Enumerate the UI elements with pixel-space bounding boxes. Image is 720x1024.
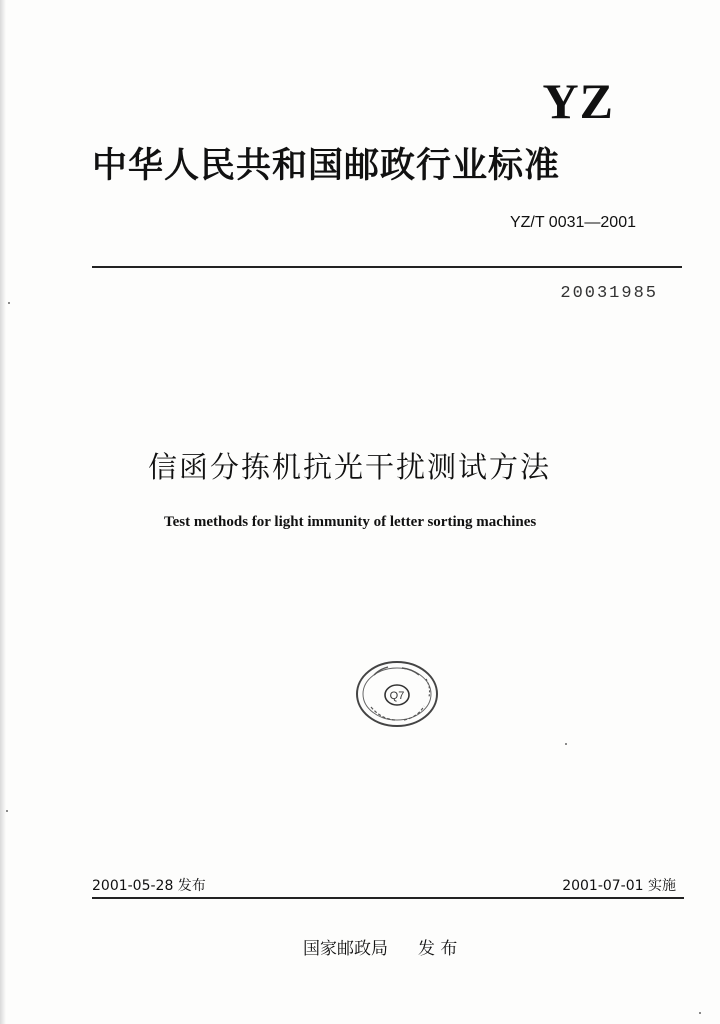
standard-title: 中华人民共和国邮政行业标准 xyxy=(92,146,561,186)
implementation-date: 2001-07-01 实施 xyxy=(562,878,676,894)
footer-divider xyxy=(92,897,684,899)
brand-code: YZ xyxy=(542,73,614,129)
header-divider xyxy=(92,266,682,268)
document-title-zh: 信函分拣机抗光干扰测试方法 xyxy=(148,450,552,484)
standard-number: YZ/T 0031—2001 xyxy=(509,214,636,231)
publisher-line xyxy=(303,934,457,959)
stamp-number: 20031985 xyxy=(560,284,658,303)
publisher-name: 国家邮政局 xyxy=(303,939,388,959)
svg-text:Q7: Q7 xyxy=(389,690,405,702)
scan-speck xyxy=(8,302,10,304)
scan-edge xyxy=(0,0,6,1024)
document-title-en: Test methods for light immunity of letter sorting machines xyxy=(164,514,537,530)
publish-action: 发 布 xyxy=(418,939,458,959)
scan-speck xyxy=(6,810,8,812)
scan-speck xyxy=(699,1012,701,1014)
issue-date: 2001-05-28 发布 xyxy=(92,878,206,894)
archive-seal-icon xyxy=(354,659,440,729)
scan-speck xyxy=(565,743,567,745)
